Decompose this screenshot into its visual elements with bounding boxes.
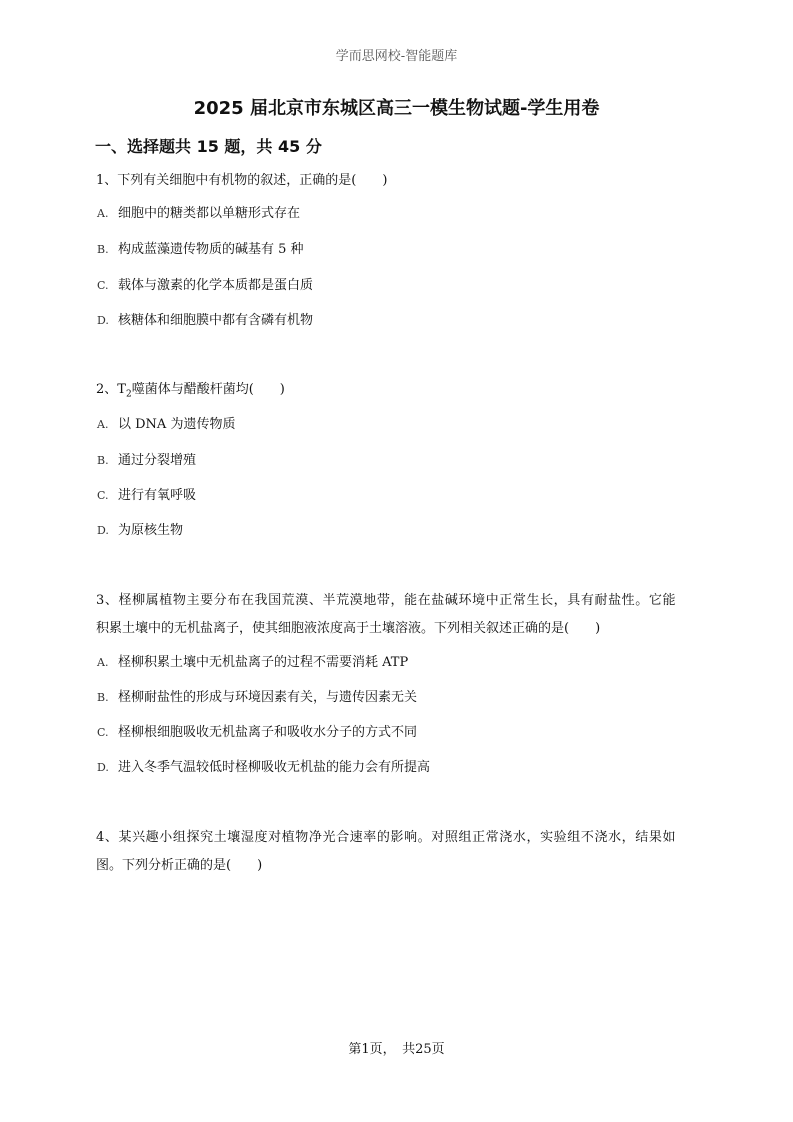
question-2-option-a: A. 以 DNA 为遗传物质 [97, 417, 236, 432]
question-3-option-a: A. 柽柳积累土壤中无机盐离子的过程不需要消耗 ATP [97, 655, 409, 670]
question-1-stem: 1、下列有关细胞中有机物的叙述，正确的是( ) [96, 173, 388, 188]
question-3-option-b: B. 柽柳耐盐性的形成与环境因素有关，与遗传因素无关 [97, 690, 418, 705]
question-2-option-b: B. 通过分裂增殖 [97, 453, 197, 468]
document-title: 2025 届北京市东城区高三一模生物试题-学生用卷 [193, 98, 600, 119]
question-3-option-d: D. 进入冬季气温较低时柽柳吸收无机盐的能力会有所提高 [97, 760, 431, 775]
section-heading: 一、选择题共 15 题，共 45 分 [95, 137, 322, 156]
question-4-stem-line-1: 4、某兴趣小组探究土壤湿度对植物净光合速率的影响。对照组正常浇水，实验组不浇水，结果如 [96, 830, 677, 845]
question-1-option-a: A. 细胞中的糖类都以单糖形式存在 [97, 206, 301, 221]
question-2-option-c: C. 进行有氧呼吸 [97, 488, 197, 503]
page-footer: 第1页， 共25页 [348, 1042, 445, 1057]
question-1-option-b: B. 构成蓝藻遗传物质的碱基有 5 种 [97, 242, 304, 257]
question-1-option-c: C. 载体与激素的化学本质都是蛋白质 [97, 278, 314, 293]
question-3-stem-line-1: 3、柽柳属植物主要分布在我国荒漠、半荒漠地带，能在盐碱环境中正常生长，具有耐盐性。它能 [96, 593, 677, 608]
question-3-stem-line-2: 积累土壤中的无机盐离子，使其细胞液浓度高于土壤溶液。下列相关叙述正确的是( ) [96, 621, 601, 636]
question-2-option-d: D. 为原核生物 [97, 523, 184, 538]
page-header: 学而思网校-智能题库 [335, 49, 458, 64]
question-3-option-c: C. 柽柳根细胞吸收无机盐离子和吸收水分子的方式不同 [97, 725, 418, 740]
question-1-option-d: D. 核糖体和细胞膜中都有含磷有机物 [97, 313, 314, 328]
question-2-stem: 2、$T_2$噬菌体与醋酸杆菌均( ) [96, 382, 285, 400]
question-4-stem-line-2: 图。下列分析正确的是( ) [96, 858, 263, 873]
